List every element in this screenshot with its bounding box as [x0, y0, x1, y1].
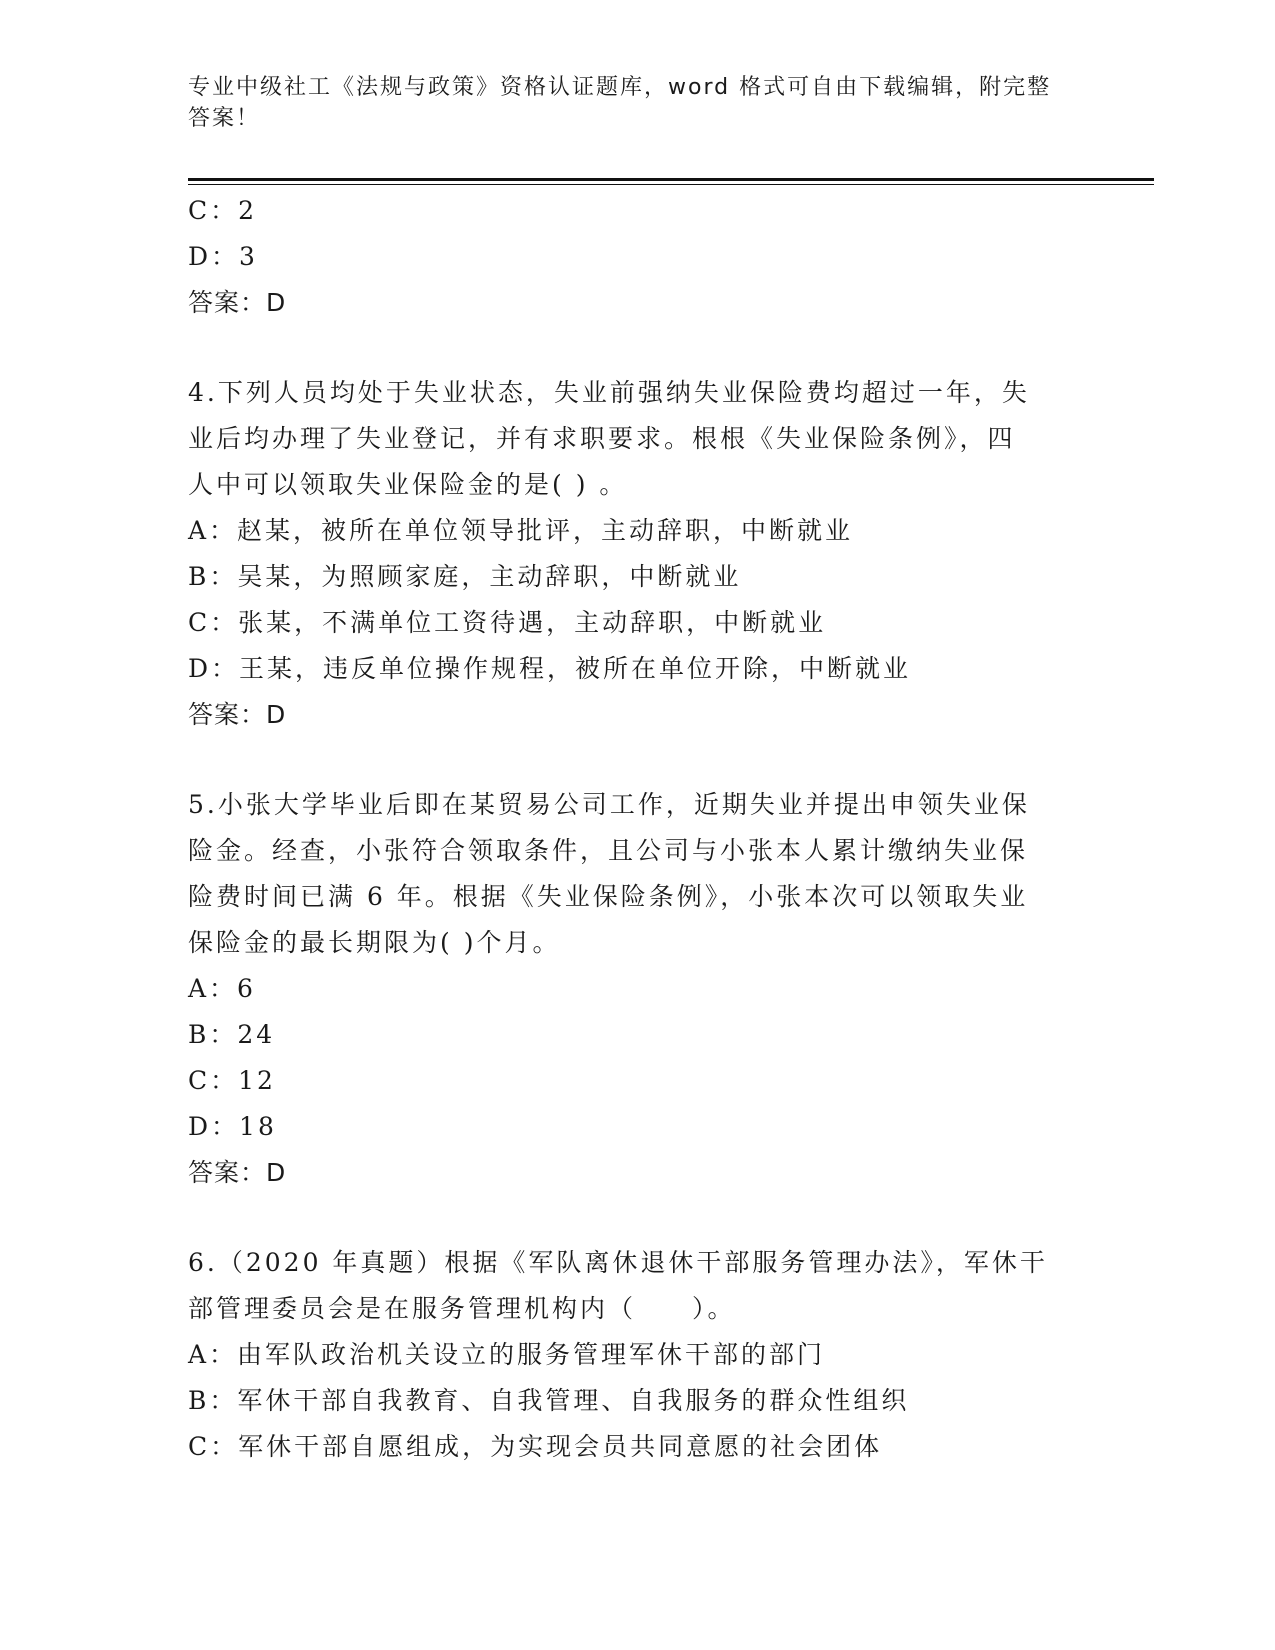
- option-b: B：吴某，为照顾家庭，主动辞职，中断就业: [188, 562, 742, 591]
- header-divider-thin: [188, 184, 1154, 185]
- question-stem-line: 5.小张大学毕业后即在某贸易公司工作，近期失业并提出申领失业保: [188, 790, 1030, 819]
- answer: 答案：D: [188, 1158, 287, 1187]
- option-c: C：12: [188, 1066, 276, 1095]
- option-b: B：24: [188, 1020, 276, 1049]
- question-stem-line: 4.下列人员均处于失业状态，失业前强纳失业保险费均超过一年，失: [188, 378, 1030, 407]
- answer: 答案：D: [188, 700, 287, 729]
- header-divider-thick: [188, 178, 1154, 181]
- header-line-2: 答案！: [188, 106, 261, 131]
- option-d: D：3: [188, 242, 258, 271]
- question-stem-line: 6.（2020 年真题）根据《军队离休退休干部服务管理办法》，军休干: [188, 1248, 1048, 1277]
- question-stem-line: 险费时间已满 6 年。根据《失业保险条例》，小张本次可以领取失业: [188, 882, 1029, 911]
- document-header: [188, 72, 1068, 134]
- question-stem-line: 险金。经查，小张符合领取条件，且公司与小张本人累计缴纳失业保: [188, 836, 1029, 865]
- option-a: A：由军队政治机关设立的服务管理军休干部的部门: [188, 1340, 826, 1369]
- question-stem-line: 保险金的最长期限为( )个月。: [188, 928, 561, 957]
- question-6: [188, 1240, 1068, 1470]
- option-c: C：2: [188, 196, 258, 225]
- option-b: B：军休干部自我教育、自我管理、自我服务的群众性组织: [188, 1386, 910, 1415]
- question-4: [188, 370, 1068, 738]
- option-d: D：王某，违反单位操作规程，被所在单位开除，中断就业: [188, 654, 912, 683]
- question-5: [188, 782, 1068, 1196]
- option-a: A：6: [188, 974, 256, 1003]
- answer: 答案：D: [188, 288, 287, 317]
- option-d: D：18: [188, 1112, 277, 1141]
- option-c: C：张某，不满单位工资待遇，主动辞职，中断就业: [188, 608, 827, 637]
- header-line-1: 专业中级社工《法规与政策》资格认证题库，word 格式可自由下载编辑，附完整: [188, 75, 1052, 100]
- question-stem-line: 业后均办理了失业登记，并有求职要求。根根《失业保险条例》，四: [188, 424, 1016, 453]
- question-stem-line: 部管理委员会是在服务管理机构内（ ）。: [188, 1294, 736, 1323]
- question-stem-line: 人中可以领取失业保险金的是( ) 。: [188, 470, 628, 499]
- previous-question-tail: [188, 188, 1068, 326]
- question-list: [188, 188, 1068, 1470]
- option-a: A：赵某，被所在单位领导批评，主动辞职，中断就业: [188, 516, 854, 545]
- option-c: C：军休干部自愿组成，为实现会员共同意愿的社会团体: [188, 1432, 883, 1461]
